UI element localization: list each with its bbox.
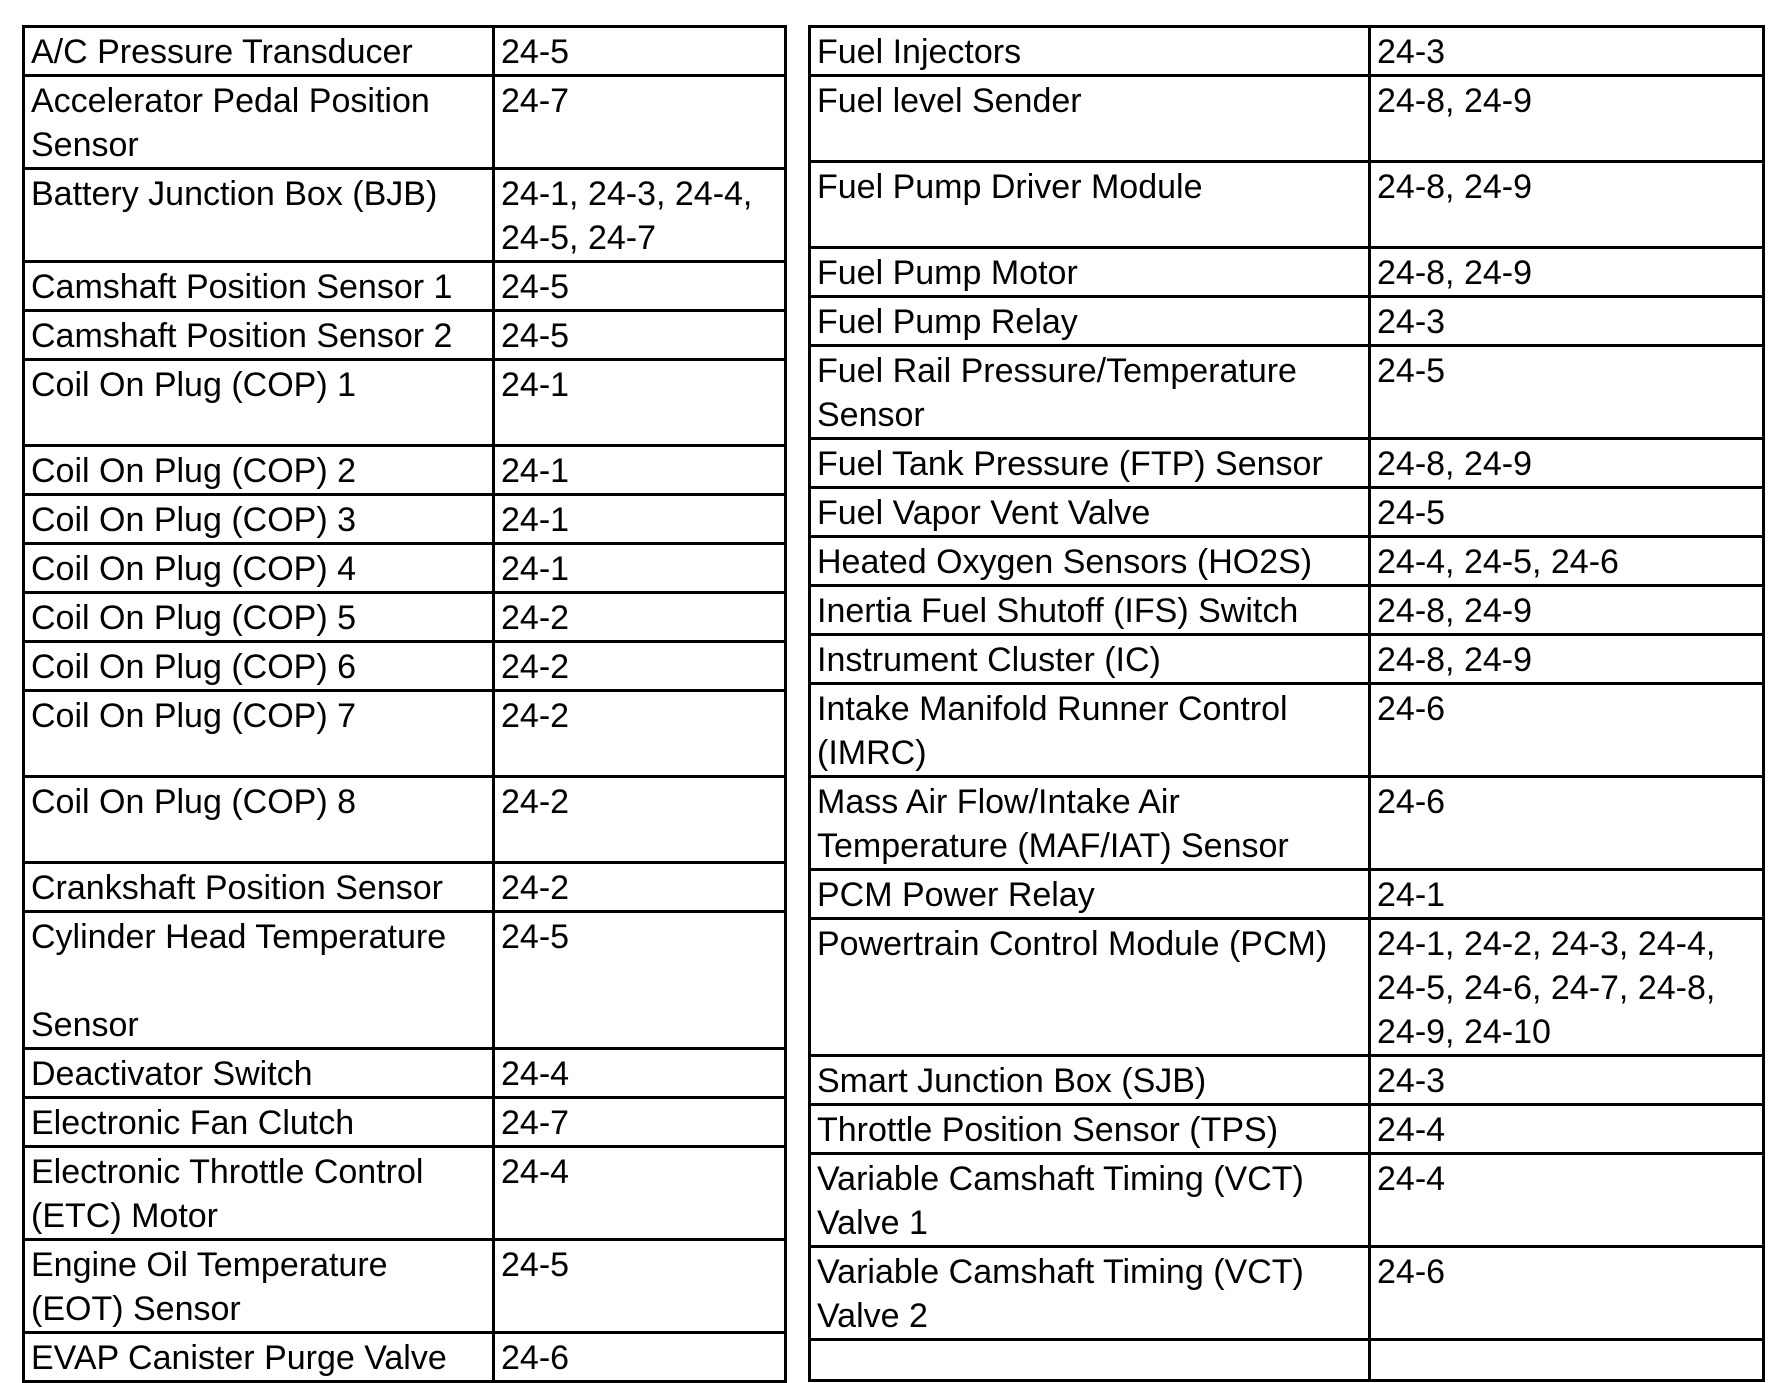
table-row [810,635,1764,684]
table-row [24,863,786,912]
table-row [24,446,786,495]
component-name-cell: Coil On Plug (COP) 3 [24,495,494,544]
table-row [810,27,1764,76]
component-name-cell: Powertrain Control Module (PCM) [810,919,1370,1056]
table-row [24,1049,786,1098]
component-name-cell: Coil On Plug (COP) 8 [24,777,494,863]
component-name-cell: Throttle Position Sensor (TPS) [810,1105,1370,1154]
table-row [810,1247,1764,1340]
page-reference-cell: 24-3 [1370,1056,1764,1105]
component-name-cell: Engine Oil Temperature (EOT) Sensor [24,1240,494,1333]
page-reference-cell: 24-1 [494,360,786,446]
component-name-cell: Coil On Plug (COP) 5 [24,593,494,642]
component-name-cell: Battery Junction Box (BJB) [24,169,494,262]
table-row [24,912,786,1049]
table-row [810,76,1764,162]
page-reference-cell: 24-5 [494,912,786,1049]
table-row [810,162,1764,248]
component-name-cell: Instrument Cluster (IC) [810,635,1370,684]
component-name-cell: EVAP Canister Purge Valve [24,1333,494,1382]
component-name-cell: Cylinder Head Temperature Sensor [24,912,494,1049]
table-row [24,593,786,642]
page-reference-cell: 24-4 [1370,1105,1764,1154]
component-name-cell: Fuel Pump Motor [810,248,1370,297]
page-reference-cell: 24-1, 24-2, 24-3, 24-4, 24-5, 24-6, 24-7, 24-8, 24-9, 24-10 [1370,919,1764,1056]
page-reference-cell: 24-2 [494,642,786,691]
table-row [810,1154,1764,1247]
page-reference-cell: 24-2 [494,691,786,777]
page-reference-cell: 24-1 [1370,870,1764,919]
page-reference-cell: 24-8, 24-9 [1370,586,1764,635]
table-row [810,1340,1764,1381]
page-reference-cell: 24-6 [494,1333,786,1382]
page-reference-cell: 24-7 [494,1098,786,1147]
table-row [810,537,1764,586]
page-reference-cell: 24-2 [494,863,786,912]
table-row [810,870,1764,919]
page-reference-cell: 24-8, 24-9 [1370,248,1764,297]
table-row [810,777,1764,870]
page-reference-cell: 24-2 [494,777,786,863]
component-name-cell: Coil On Plug (COP) 6 [24,642,494,691]
table-row [810,1056,1764,1105]
component-index-table-left [22,25,787,1383]
component-name-cell: Mass Air Flow/Intake Air Temperature (MAF/IAT) Sensor [810,777,1370,870]
page-reference-cell: 24-6 [1370,684,1764,777]
component-name-cell: Electronic Throttle Control (ETC) Motor [24,1147,494,1240]
table-row [810,297,1764,346]
component-name-cell: Electronic Fan Clutch [24,1098,494,1147]
table-row [24,691,786,777]
component-name-cell: PCM Power Relay [810,870,1370,919]
component-name-cell: Coil On Plug (COP) 7 [24,691,494,777]
table-row [810,684,1764,777]
component-name-cell: Intake Manifold Runner Control (IMRC) [810,684,1370,777]
page-reference-cell: 24-4 [494,1049,786,1098]
component-name-cell: Camshaft Position Sensor 1 [24,262,494,311]
table-row [24,544,786,593]
page-reference-cell: 24-5 [1370,346,1764,439]
page-reference-cell: 24-8, 24-9 [1370,439,1764,488]
component-name-cell: Inertia Fuel Shutoff (IFS) Switch [810,586,1370,635]
component-name-cell: A/C Pressure Transducer [24,27,494,76]
page-reference-cell: 24-2 [494,593,786,642]
page-reference-cell: 24-3 [1370,27,1764,76]
page-reference-cell: 24-5 [494,27,786,76]
page-reference-cell: 24-5 [494,311,786,360]
page-reference-cell: 24-4 [1370,1154,1764,1247]
page-reference-cell: 24-5 [1370,488,1764,537]
table-row [24,495,786,544]
table-row [24,311,786,360]
table-row [24,642,786,691]
table-row [24,27,786,76]
table-row [24,1147,786,1240]
page-reference-cell: 24-6 [1370,1247,1764,1340]
component-name-cell: Coil On Plug (COP) 1 [24,360,494,446]
page-reference-cell: 24-3 [1370,297,1764,346]
page-reference-cell: 24-1 [494,446,786,495]
table-row [24,1098,786,1147]
table-row [810,586,1764,635]
component-index-table-right [808,25,1765,1382]
table-row [24,169,786,262]
component-name-cell: Deactivator Switch [24,1049,494,1098]
table-row [810,346,1764,439]
page-reference-cell: 24-4 [494,1147,786,1240]
component-name-cell: Crankshaft Position Sensor [24,863,494,912]
page-reference-cell [1370,1340,1764,1381]
component-name-cell: Heated Oxygen Sensors (HO2S) [810,537,1370,586]
component-name-cell: Variable Camshaft Timing (VCT) Valve 2 [810,1247,1370,1340]
component-name-cell: Fuel Tank Pressure (FTP) Sensor [810,439,1370,488]
table-row [24,1333,786,1382]
table-row [810,248,1764,297]
table-row [24,360,786,446]
component-name-cell: Coil On Plug (COP) 2 [24,446,494,495]
page-reference-cell: 24-8, 24-9 [1370,162,1764,248]
table-row [810,1105,1764,1154]
component-name-cell: Variable Camshaft Timing (VCT) Valve 1 [810,1154,1370,1247]
page-reference-cell: 24-7 [494,76,786,169]
component-name-cell: Fuel Pump Relay [810,297,1370,346]
table-row [24,777,786,863]
component-name-cell: Coil On Plug (COP) 4 [24,544,494,593]
component-name-cell [810,1340,1370,1381]
table-row [24,262,786,311]
page-reference-cell: 24-8, 24-9 [1370,76,1764,162]
component-name-cell: Camshaft Position Sensor 2 [24,311,494,360]
page-reference-cell: 24-5 [494,1240,786,1333]
table-row [24,76,786,169]
component-name-cell: Fuel level Sender [810,76,1370,162]
table-row [810,919,1764,1056]
page-reference-cell: 24-1, 24-3, 24-4, 24-5, 24-7 [494,169,786,262]
component-name-cell: Accelerator Pedal Position Sensor [24,76,494,169]
component-name-cell: Fuel Vapor Vent Valve [810,488,1370,537]
page-reference-cell: 24-5 [494,262,786,311]
page-reference-cell: 24-1 [494,495,786,544]
table-row [24,1240,786,1333]
page-reference-cell: 24-6 [1370,777,1764,870]
component-name-cell: Fuel Rail Pressure/Temperature Sensor [810,346,1370,439]
table-row [810,439,1764,488]
page-reference-cell: 24-4, 24-5, 24-6 [1370,537,1764,586]
component-name-cell: Smart Junction Box (SJB) [810,1056,1370,1105]
table-row [810,488,1764,537]
page-reference-cell: 24-1 [494,544,786,593]
component-name-cell: Fuel Injectors [810,27,1370,76]
component-name-cell: Fuel Pump Driver Module [810,162,1370,248]
page-reference-cell: 24-8, 24-9 [1370,635,1764,684]
